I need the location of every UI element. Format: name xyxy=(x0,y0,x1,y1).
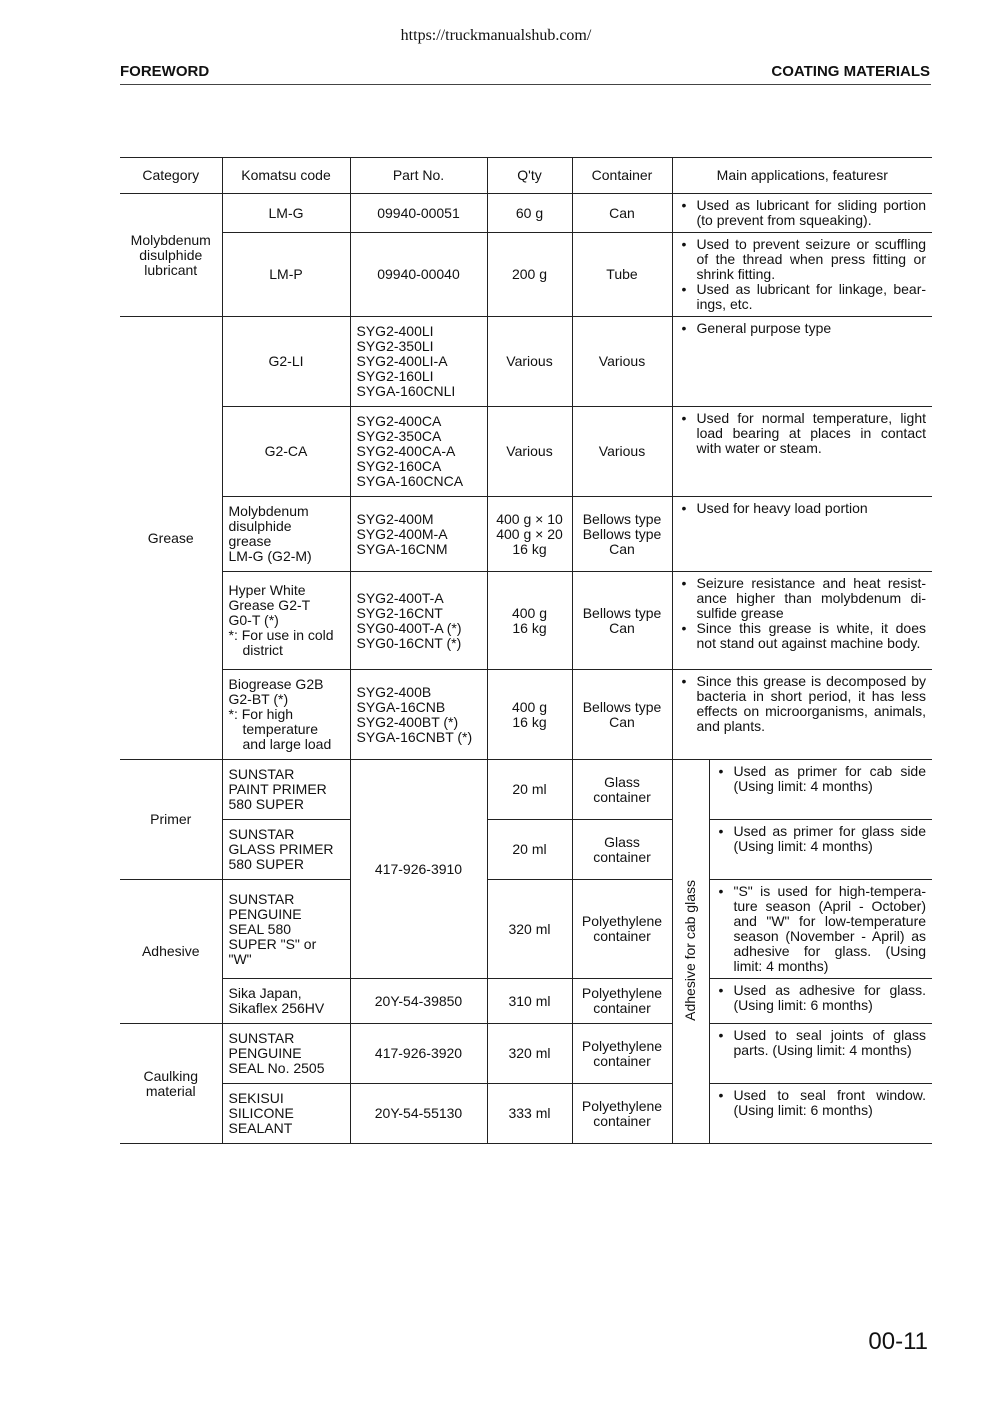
quantity: 310 ml xyxy=(487,979,572,1024)
table-row xyxy=(120,194,932,233)
header-part-no: Part No. xyxy=(350,158,487,194)
table-row xyxy=(120,233,932,317)
part-no: SYG2-400CA SYG2-350CA SYG2-400CA-A SYG2-160CA SYGA-160CNCA xyxy=(350,407,487,497)
quantity: Various xyxy=(487,317,572,407)
table-row xyxy=(120,820,932,880)
applications: • Used for heavy load portion xyxy=(672,497,932,572)
komatsu-code: LM-G xyxy=(222,194,350,233)
header-komatsu-code: Komatsu code xyxy=(222,158,350,194)
quantity: 200 g xyxy=(487,233,572,317)
table-row xyxy=(120,317,932,407)
table-row xyxy=(120,1084,932,1144)
quantity: 333 ml xyxy=(487,1084,572,1144)
komatsu-code: G2-CA xyxy=(222,407,350,497)
coating-materials-table xyxy=(120,157,932,1144)
quantity: 60 g xyxy=(487,194,572,233)
container: Various xyxy=(572,407,672,497)
quantity: 20 ml xyxy=(487,820,572,880)
container: Tube xyxy=(572,233,672,317)
quantity: 400 g 16 kg xyxy=(487,670,572,760)
container: Glass container xyxy=(572,760,672,820)
source-url: https://truckmanualshub.com/ xyxy=(400,27,592,44)
part-no: 417-926-3920 xyxy=(350,1024,487,1084)
quantity: 400 g 16 kg xyxy=(487,572,572,670)
komatsu-code: Molybdenum disulphide grease LM-G (G2-M) xyxy=(222,497,350,572)
table-row xyxy=(120,979,932,1024)
container: Bellows type Bellows type Can xyxy=(572,497,672,572)
komatsu-code: Biogrease G2B G2-BT (*) *: For high temperature and large load xyxy=(222,670,350,760)
quantity: 20 ml xyxy=(487,760,572,820)
table-row xyxy=(120,407,932,497)
header-rule xyxy=(120,84,931,85)
applications: • Since this grease is decomposed by bacteria in short period, it has less effects on microorganisms, animals, and plants. xyxy=(672,670,932,760)
table-header-row xyxy=(120,158,932,194)
komatsu-code: SEKISUI SILICONE SEALANT xyxy=(222,1084,350,1144)
applications: • Used as primer for cab side (Using limit: 4 months) xyxy=(709,760,932,820)
header-category: Category xyxy=(120,158,222,194)
table-row xyxy=(120,497,932,572)
part-no: 09940-00051 xyxy=(350,194,487,233)
komatsu-code: SUNSTAR PENGUINE SEAL No. 2505 xyxy=(222,1024,350,1084)
applications: • Used to prevent seizure or scuffling of the thread when press fitting or shrink fitting. • Used as lubricant for linkage, bear-ings, etc. xyxy=(672,233,932,317)
container: Polyethylene container xyxy=(572,1084,672,1144)
category-cell: Grease xyxy=(120,317,222,760)
applications: • Used as primer for glass side (Using limit: 4 months) xyxy=(709,820,932,880)
quantity: 400 g × 10 400 g × 20 16 kg xyxy=(487,497,572,572)
container: Glass container xyxy=(572,820,672,880)
section-title: FOREWORD xyxy=(120,63,210,80)
header-applications: Main applications, featuresr xyxy=(672,158,932,194)
komatsu-code: LM-P xyxy=(222,233,350,317)
category-cell: Adhesive xyxy=(120,880,222,1024)
komatsu-code: SUNSTAR PAINT PRIMER 580 SUPER xyxy=(222,760,350,820)
category-cell: Primer xyxy=(120,760,222,880)
komatsu-code: SUNSTAR GLASS PRIMER 580 SUPER xyxy=(222,820,350,880)
applications: • Used as lubricant for sliding portion (to prevent from squeaking). xyxy=(672,194,932,233)
quantity: 320 ml xyxy=(487,880,572,979)
part-no: SYG2-400LI SYG2-350LI SYG2-400LI-A SYG2-160LI SYGA-160CNLI xyxy=(350,317,487,407)
applications: • Used to seal joints of glass parts. (Using limit: 4 months) xyxy=(709,1024,932,1084)
container: Can xyxy=(572,194,672,233)
applications: • Seizure resistance and heat resist-ance higher than molybdenum di-sulfide grease • Since this grease is white, it does not stand out against machine body. xyxy=(672,572,932,670)
part-no: 20Y-54-39850 xyxy=(350,979,487,1024)
part-no: 417-926-3910 xyxy=(350,760,487,979)
komatsu-code: Hyper White Grease G2-T G0-T (*) *: For use in cold district xyxy=(222,572,350,670)
table-row xyxy=(120,670,932,760)
container: Polyethylene container xyxy=(572,880,672,979)
applications: • "S" is used for high-tempera-ture season (April - October) and "W" for low-temperature season (November - April) as adhesive for glass. (Using limit: 4 months) xyxy=(709,880,932,979)
komatsu-code: SUNSTAR PENGUINE SEAL 580 SUPER "S" or "W" xyxy=(222,880,350,979)
container: Polyethylene container xyxy=(572,1024,672,1084)
komatsu-code: Sika Japan, Sikaflex 256HV xyxy=(222,979,350,1024)
applications: • General purpose type xyxy=(672,317,932,407)
applications: • Used to seal front window. (Using limit: 6 months) xyxy=(709,1084,932,1144)
quantity: Various xyxy=(487,407,572,497)
table-row xyxy=(120,1024,932,1084)
container: Bellows type Can xyxy=(572,572,672,670)
applications: • Used for normal temperature, light load bearing at places in contact with water or steam. xyxy=(672,407,932,497)
komatsu-code: G2-LI xyxy=(222,317,350,407)
applications: • Used as adhesive for glass. (Using limit: 6 months) xyxy=(709,979,932,1024)
part-no: 20Y-54-55130 xyxy=(350,1084,487,1144)
header-qty: Q'ty xyxy=(487,158,572,194)
part-no: SYG2-400B SYGA-16CNB SYG2-400BT (*) SYGA-16CNBT (*) xyxy=(350,670,487,760)
table-row xyxy=(120,760,932,820)
container: Bellows type Can xyxy=(572,670,672,760)
category-cell: Caulking material xyxy=(120,1024,222,1144)
table-row xyxy=(120,880,932,979)
chapter-title: COATING MATERIALS xyxy=(771,63,930,80)
page-number: 00-11 xyxy=(868,1328,928,1355)
part-no: SYG2-400M SYG2-400M-A SYGA-16CNM xyxy=(350,497,487,572)
adhesive-group-label: Adhesive for cab glass xyxy=(672,760,709,1144)
container: Polyethylene container xyxy=(572,979,672,1024)
part-no: SYG2-400T-A SYG2-16CNT SYG0-400T-A (*) SYG0-16CNT (*) xyxy=(350,572,487,670)
header-container: Container xyxy=(572,158,672,194)
quantity: 320 ml xyxy=(487,1024,572,1084)
table-row xyxy=(120,572,932,670)
part-no: 09940-00040 xyxy=(350,233,487,317)
category-cell: Molybdenum disulphide lubricant xyxy=(120,194,222,317)
container: Various xyxy=(572,317,672,407)
